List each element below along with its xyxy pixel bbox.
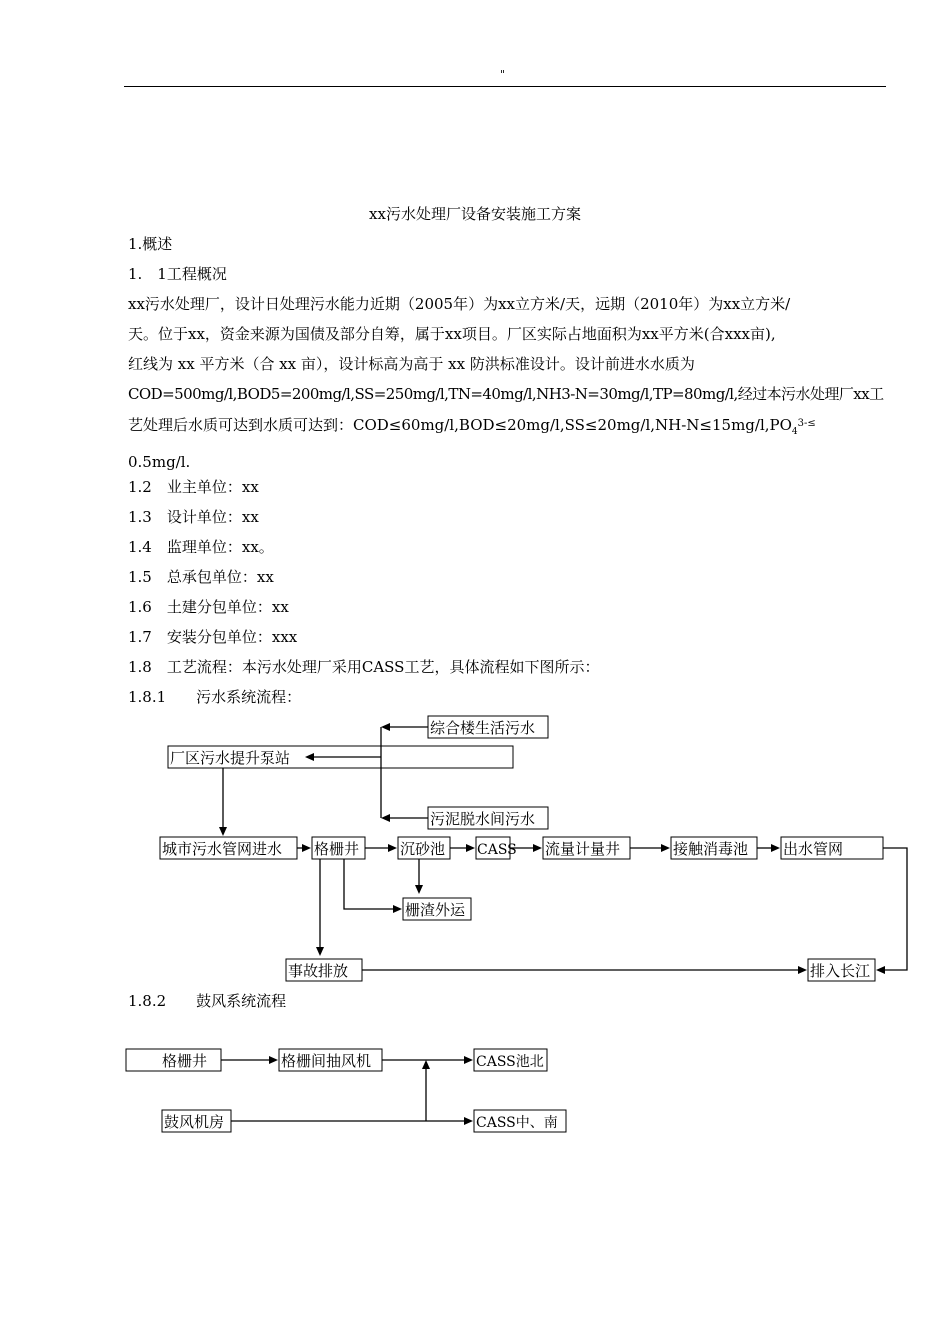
para-line-1: xx污水处理厂，设计日处理污水能力近期（2005年）为xx立方米/天，远期（2010年）为xx立方米/ <box>128 295 791 313</box>
item-designer: 1.3 设计单位：xx <box>128 508 259 526</box>
arrowhead2-choufeng-cass <box>464 1056 473 1064</box>
label-liuliang: 流量计量井 <box>545 840 621 858</box>
label2-cass-north: CASS池北 <box>476 1054 544 1070</box>
label2-cass-mid: CASS中、南 <box>476 1115 558 1131</box>
arrowhead-shigu-pairu <box>798 966 807 974</box>
label2-gufeng: 鼓风机房 <box>164 1113 225 1131</box>
item-install-subcontractor: 1.7 安装分包单位：xxx <box>128 628 298 646</box>
arrowhead2-up <box>422 1060 430 1069</box>
item-civil-subcontractor: 1.6 土建分包单位：xx <box>128 598 289 616</box>
arrow-chushui-pairu <box>883 848 907 970</box>
para-line-3: 红线为 xx 平方米（合 xx 亩），设计标高为高于 xx 防洪标准设计。设计前进水水质为 <box>128 355 695 373</box>
item-process-flow: 1.8 工艺流程：本污水处理厂采用CASS工艺，具体流程如下图所示： <box>128 658 600 676</box>
item-owner: 1.2 业主单位：xx <box>128 478 259 496</box>
arrowhead-liuliang-jiechu <box>661 844 670 852</box>
arrowhead-gezha-shigu <box>316 947 324 956</box>
label-shigu: 事故排放 <box>288 962 349 980</box>
arrowhead-cass-liuliang <box>533 844 542 852</box>
label-chushui: 出水管网 <box>783 840 844 858</box>
para-line-5-text: 艺处理后水质可达到水质可达到：COD≤60mg/l,BOD≤20mg/l,SS≤20mg/l,NH-N≤15mg/l,PO <box>128 416 792 434</box>
arrowhead-jiechu-chushui <box>771 844 780 852</box>
arrowhead-gezha-chensha <box>388 844 397 852</box>
para-line-4: COD=500mg/l,BOD5=200mg/l,SS=250mg/l,TN=40mg/l,NH3-N=30mg/l,TP=80mg/l,经过本污水处理厂xx工 <box>128 385 884 403</box>
header-mark: " <box>500 68 506 81</box>
po-superscript: 3-≤ <box>797 418 816 429</box>
document-title: xx污水处理厂设备安装施工方案 <box>369 205 581 223</box>
label-cass: CASS <box>477 842 517 858</box>
section-1-1-heading: 1. 1工程概况 <box>128 265 227 283</box>
label-changqu: 厂区污水提升泵站 <box>170 749 291 767</box>
arrowhead-chengshi-gezha <box>302 844 311 852</box>
label-pairu: 排入长江 <box>810 962 871 980</box>
label-chengshi: 城市污水管网进水 <box>162 840 283 858</box>
arrowhead-changqu-down <box>219 827 227 836</box>
label-gezha: 格栅井 <box>314 840 360 858</box>
item-sewage-flow-heading: 1.8.1 污水系统流程： <box>128 688 302 706</box>
label-jiechu: 接触消毒池 <box>673 840 749 858</box>
label-chensha: 沉砂池 <box>400 840 446 858</box>
item-general-contractor: 1.5 总承包单位：xx <box>128 568 274 586</box>
arrowhead-gezha-zhazha <box>393 905 402 913</box>
arrowhead-to-changqu <box>305 753 314 761</box>
para-line-2: 天。位于xx，资金来源为国债及部分自筹，属于xx项目。厂区实际占地面积为xx平方米(合xxx亩), <box>128 325 776 343</box>
item-supervisor: 1.4 监理单位：xx。 <box>128 538 274 556</box>
label-zonghe: 综合楼生活污水 <box>430 719 536 737</box>
arrowhead-chensha-zhazha <box>415 885 423 894</box>
section-1-heading: 1.概述 <box>128 235 173 253</box>
label-zhazha: 栅渣外运 <box>405 901 466 919</box>
arrow-gezha-zhazha <box>344 859 395 909</box>
arrowhead-chushui-pairu <box>876 966 885 974</box>
po-subscript: 4 <box>791 427 798 437</box>
label2-choufeng: 格栅间抽风机 <box>281 1052 372 1070</box>
label2-gezha: 格栅井 <box>162 1052 208 1070</box>
arrowhead-chensha-cass <box>466 844 475 852</box>
arrowhead-wuni <box>381 814 390 822</box>
label-wuni: 污泥脱水间污水 <box>430 810 536 828</box>
arrowhead2-gufeng-cass <box>464 1117 473 1125</box>
para-line-6: 0.5mg/l. <box>128 453 191 471</box>
arrowhead-zonghe <box>381 723 390 731</box>
arrowhead2-gezha-choufeng <box>269 1056 278 1064</box>
item-blower-flow-heading: 1.8.2 鼓风系统流程 <box>128 992 287 1010</box>
